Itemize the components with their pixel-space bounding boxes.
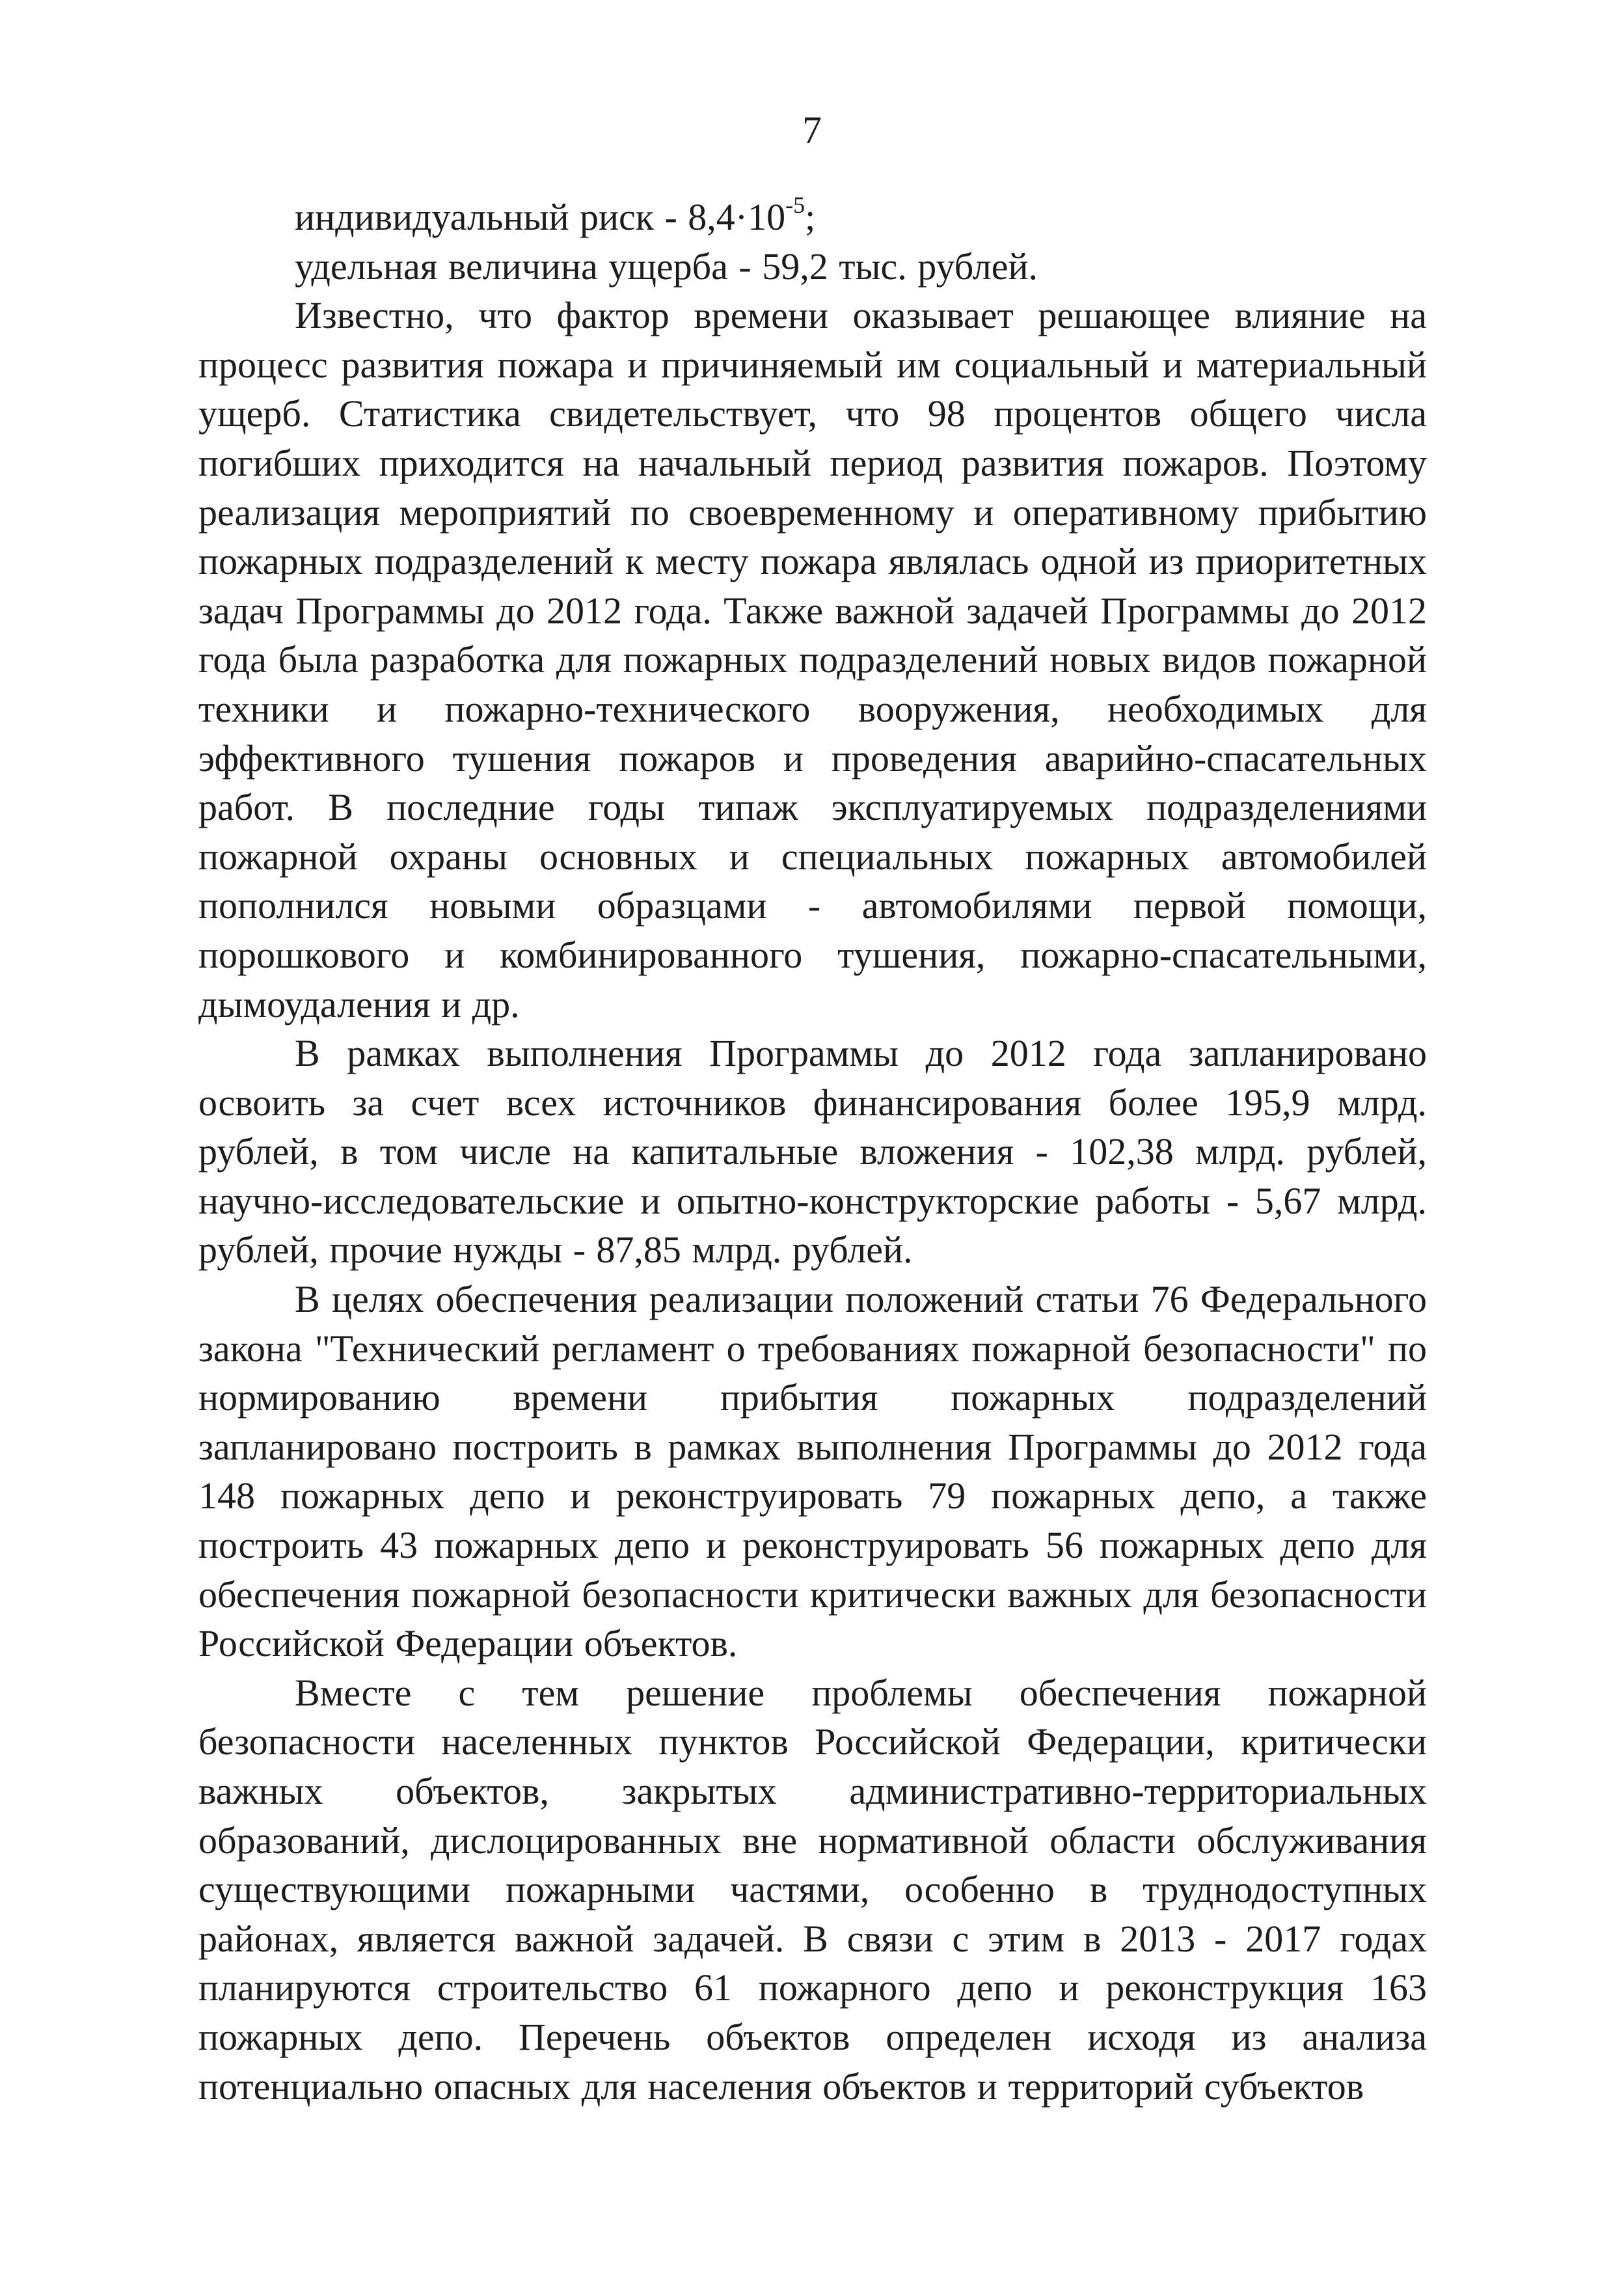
damage-line: удельная величина ущерба - 59,2 тыс. рублей. xyxy=(295,245,1038,288)
paragraph-fire-time-factor: Известно, что фактор времени оказывает решающее влияние на процесс развития пожара и причиняемый им социальный и материальный ущерб. Статистика свидетельствует, что 98 процентов общего числа погибших приходится на начальный период развития пожаров. Поэтому реализация мероприятий по своевременному и оперативному прибытию пожарных подразделений к месту пожара являлась одной из приоритетных задач Программы до 2012 года. Также важной задачей Программы до 2012 года была разработка для пожарных подразделений новых видов пожарной техники и пожарно-технического вооружения, необходимых для эффективного тушения пожаров и проведения аварийно-спасательных работ. В последние годы типаж эксплуатируемых подразделениями пожарной охраны основных и специальных пожарных автомобилей пополнился новыми образцами - автомобилями первой помощи, порошкового и комбинированного тушения, пожарно-спасательными, дымоудаления и др. xyxy=(198,294,1427,1026)
risk-line xyxy=(198,193,1427,242)
document-body xyxy=(198,193,1427,2111)
risk-line-suffix: ; xyxy=(805,196,816,238)
paragraph-fire-safety-problem: Вместе с тем решение проблемы обеспечения пожарной безопасности населенных пунктов Российской Федерации, критически важных объектов, закрытых административно-территориальных образований, дислоцированных вне нормативной области обслуживания существующими пожарными частями, особенно в труднодоступных районах, является важной задачей. В связи с этим в 2013 - 2017 годах планируются строительство 61 пожарного депо и реконструкция 163 пожарных депо. Перечень объектов определен исходя из анализа потенциально опасных для населения объектов и территорий субъектов xyxy=(198,1671,1427,2108)
risk-exponent: -5 xyxy=(785,192,805,218)
paragraph-program-financing: В рамках выполнения Программы до 2012 года запланировано освоить за счет всех источников финансирования более 195,9 млрд. рублей, в том числе на капитальные вложения - 102,38 млрд. рублей, научно-исследовательские и опытно-конструкторские работы - 5,67 млрд. рублей, прочие нужды - 87,85 млрд. рублей. xyxy=(198,1032,1427,1271)
paragraph-fire-depots: В целях обеспечения реализации положений статьи 76 Федерального закона "Технический регламент о требованиях пожарной безопасности" по нормированию времени прибытия пожарных подразделений запланировано построить в рамках выполнения Программы до 2012 года 148 пожарных депо и реконструировать 79 пожарных депо, а также построить 43 пожарных депо и реконструировать 56 пожарных депо для обеспечения пожарной безопасности критически важных для безопасности Российской Федерации объектов. xyxy=(198,1278,1427,1665)
page-number: 7 xyxy=(802,109,822,152)
risk-line-text: индивидуальный риск - 8,4·10 xyxy=(295,196,786,238)
